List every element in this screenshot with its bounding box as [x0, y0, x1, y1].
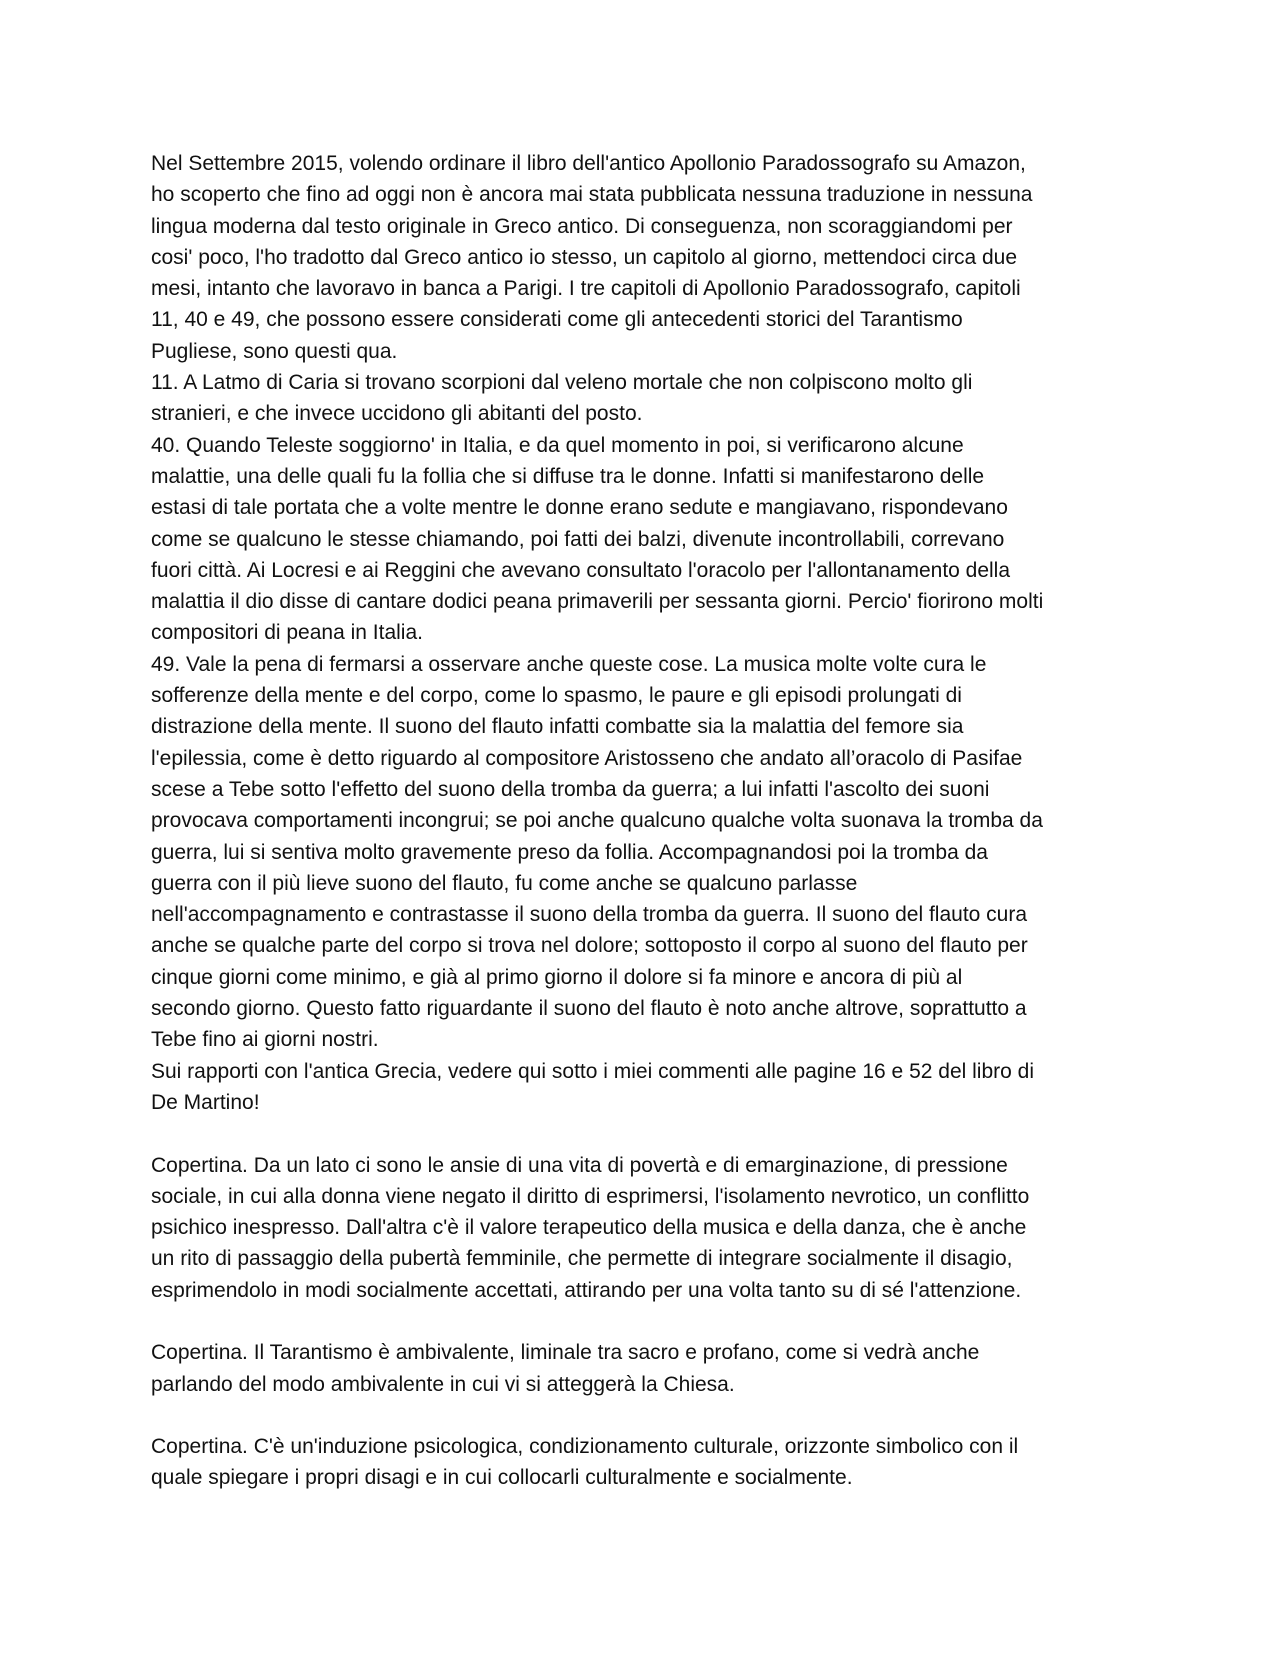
paragraph-chapter-49: 49. Vale la pena di fermarsi a osservare anche queste cose. La musica molte volte cura le sofferenze della mente e del corpo, come lo spasmo, le paure e gli episodi prolungati di distrazione della mente. Il suono del flauto infatti combatte sia la malattia del femore sia l'epilessia, come è detto riguardo al compositore Aristosseno che andato all’oracolo di Pasifae scese a Tebe sotto l'effetto del suono della tromba da guerra; a lui infatti l'ascolto dei suoni provocava comportamenti incongrui; se poi anche qualcuno qualche volta suonava la tromba da guerra, lui si sentiva molto gravemente preso da follia. Accompagnandosi poi la tromba da guerra con il più lieve suono del flauto, fu come anche se qualcuno parlasse nell'accompagnamento e contrastasse il suono della tromba da guerra. Il suono del flauto cura anche se qualche parte del corpo si trova nel dolore; sottoposto il corpo al suono del flauto per cinque giorni come minimo, e già al primo giorno il dolore si fa minore e ancora di più al secondo giorno. Questo fatto riguardante il suono del flauto è noto anche altrove, soprattutto a Tebe fino ai giorni nostri.	[151, 652, 1043, 1052]
paragraph-greek-relations: Sui rapporti con l'antica Grecia, vedere qui sotto i miei commenti alle pagine 16 e 52 del libro di De Martino!	[151, 1059, 1034, 1114]
paragraph-chapter-11: 11. A Latmo di Caria si trovano scorpioni dal veleno mortale che non colpiscono molto gli stranieri, e che invece uccidono gli abitanti del posto.	[151, 371, 973, 426]
paragraph-spacer	[151, 1400, 1141, 1431]
paragraph-copertina-3: Copertina. C'è un'induzione psicologica, condizionamento culturale, orizzonte simbolico con il quale spiegare i propri disagi e in cui collocarli culturalmente e socialmente.	[151, 1435, 1019, 1490]
paragraph-copertina-1: Copertina. Da un lato ci sono le ansie di una vita di povertà e di emarginazione, di pressione sociale, in cui alla donna viene negato il diritto di esprimersi, l'isolamento nevrotico, un conflitto psichico inespresso. Dall'altra c'è il valore terapeutico della musica e della danza, che è anche un rito di passaggio della pubertà femminile, che permette di integrare socialmente il disagio, esprimendolo in modi socialmente accettati, attirando per una volta tanto su di sé l'attenzione.	[151, 1153, 1030, 1302]
paragraph-spacer	[151, 1306, 1141, 1337]
paragraph-copertina-2: Copertina. Il Tarantismo è ambivalente, liminale tra sacro e profano, come si vedrà anche parlando del modo ambivalente in cui vi si atteggerà la Chiesa.	[151, 1341, 980, 1396]
paragraph-intro: Nel Settembre 2015, volendo ordinare il libro dell'antico Apollonio Paradossografo su Amazon, ho scoperto che fino ad oggi non è ancora mai stata pubblicata nessuna traduzione in nessuna lingua moderna dal testo originale in Greco antico. Di conseguenza, non scoraggiandomi per cosi' poco, l'ho tradotto dal Greco antico io stesso, un capitolo al giorno, mettendoci circa due mesi, intanto che lavoravo in banca a Parigi. I tre capitoli di Apollonio Paradossografo, capitoli 11, 40 e 49, che possono essere considerati come gli antecedenti storici del Tarantismo Pugliese, sono questi qua.	[151, 152, 1033, 363]
document-page	[151, 148, 1141, 1494]
paragraph-spacer	[151, 1118, 1141, 1149]
paragraph-chapter-40: 40. Quando Teleste soggiorno' in Italia, e da quel momento in poi, si verificarono alcune malattie, una delle quali fu la follia che si diffuse tra le donne. Infatti si manifestarono delle estasi di tale portata che a volte mentre le donne erano sedute e mangiavano, rispondevano come se qualcuno le stesse chiamando, poi fatti dei balzi, divenute incontrollabili, correvano fuori città. Ai Locresi e ai Reggini che avevano consultato l'oracolo per l'allontanamento della malattia il dio disse di cantare dodici peana primaverili per sessanta giorni. Percio' fiorirono molti compositori di peana in Italia.	[151, 433, 1044, 645]
